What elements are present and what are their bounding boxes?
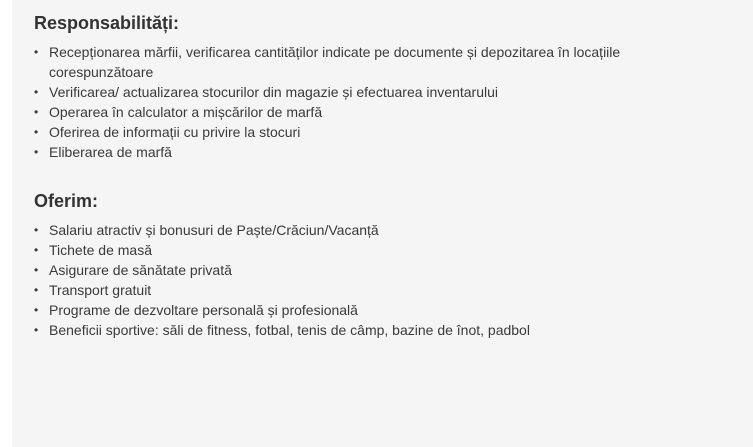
list-item: [34, 102, 689, 122]
benefits-heading: Oferim:: [34, 191, 99, 211]
bullet-icon: •: [34, 125, 39, 139]
list-item-text: Tichete de masă: [49, 242, 152, 258]
responsibilities-list: [34, 42, 753, 162]
list-item-text: Oferirea de informații cu privire la stocuri: [49, 124, 301, 140]
bullet-icon: •: [34, 105, 39, 119]
list-item-text: Asigurare de sănătate privată: [49, 262, 232, 278]
list-item: [34, 142, 689, 162]
list-item: [34, 280, 689, 300]
bullet-icon: •: [34, 45, 39, 59]
bullet-icon: •: [34, 323, 39, 337]
list-item: [34, 300, 689, 320]
list-item-text: Transport gratuit: [49, 282, 152, 298]
list-item: [34, 260, 689, 280]
list-item-text: Operarea în calculator a mișcărilor de marfă: [49, 104, 323, 120]
list-item: [34, 122, 689, 142]
list-item-text: Eliberarea de marfă: [49, 144, 172, 160]
bullet-icon: •: [34, 283, 39, 297]
benefits-list: [34, 220, 753, 340]
list-item-text: Beneficii sportive: săli de fitness, fotbal, tenis de câmp, bazine de înot, padbol: [49, 322, 530, 338]
list-item: [34, 220, 689, 240]
list-item: [34, 82, 689, 102]
job-details-panel: [12, 0, 753, 447]
list-item: [34, 42, 689, 82]
bullet-icon: •: [34, 85, 39, 99]
bullet-icon: •: [34, 263, 39, 277]
list-item: [34, 240, 689, 260]
bullet-icon: •: [34, 243, 39, 257]
bullet-icon: •: [34, 303, 39, 317]
list-item: [34, 320, 689, 340]
list-item-text: Recepționarea mărfii, verificarea cantităților indicate pe documente și depozitarea în locațiile corespunzătoare: [49, 44, 621, 80]
bullet-icon: •: [34, 223, 39, 237]
responsibilities-heading: Responsabilități:: [34, 13, 180, 33]
list-item-text: Salariu atractiv și bonusuri de Paște/Crăciun/Vacanță: [49, 222, 379, 238]
bullet-icon: •: [34, 145, 39, 159]
list-item-text: Verificarea/ actualizarea stocurilor din magazie și efectuarea inventarului: [49, 84, 499, 100]
list-item-text: Programe de dezvoltare personală și profesională: [49, 302, 358, 318]
